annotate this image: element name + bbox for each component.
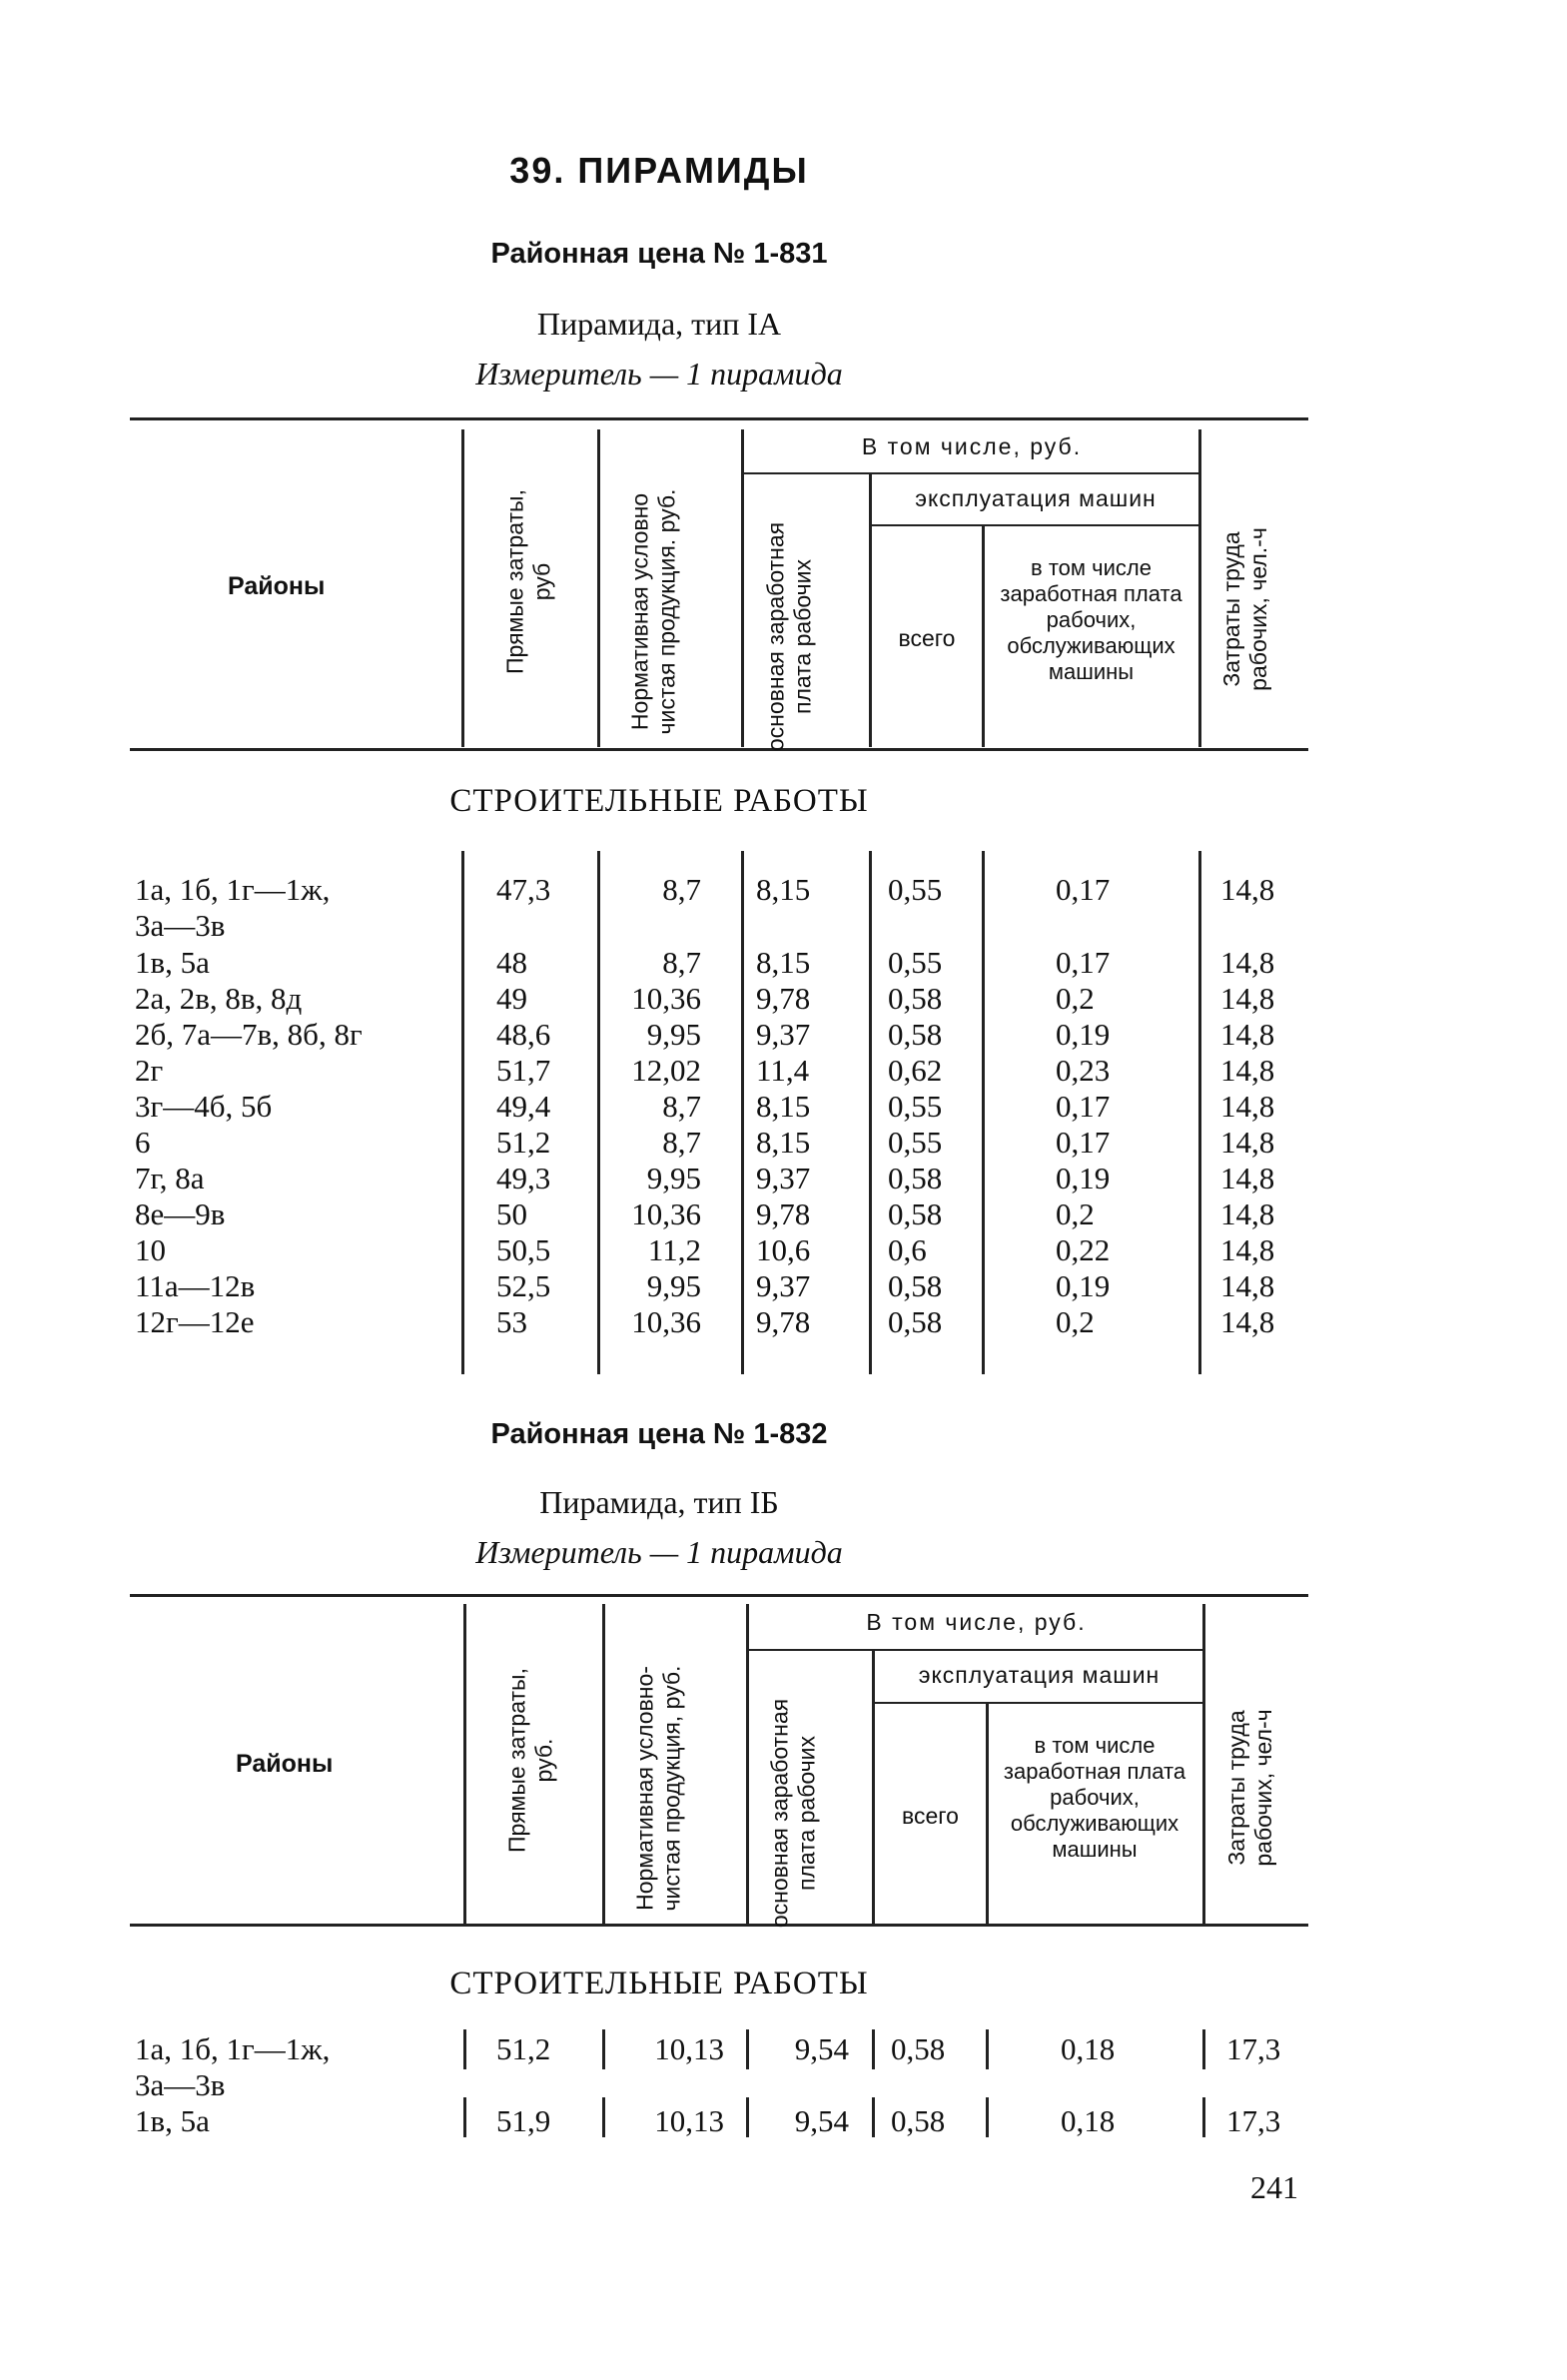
machines-rule bbox=[872, 524, 1199, 526]
cell-direct: 51,9 bbox=[496, 2103, 551, 2138]
table-top-rule bbox=[130, 417, 1308, 420]
header-bottom-rule bbox=[130, 748, 1308, 751]
incl-rule bbox=[744, 472, 1199, 474]
row-region: 3г—4б, 5б bbox=[135, 1089, 273, 1124]
cell-machines-total: 0,58 bbox=[891, 2031, 946, 2066]
price-label-1: Районная цена № 1-831 bbox=[490, 238, 828, 270]
header-machines: эксплуатация машин bbox=[918, 1662, 1161, 1688]
col-divider bbox=[872, 2029, 875, 2069]
cell-direct: 49,3 bbox=[496, 1161, 551, 1195]
cell-normative: 9,95 bbox=[646, 1161, 701, 1195]
cell-machines-wage: 0,19 bbox=[1056, 1268, 1111, 1303]
col-divider bbox=[746, 1604, 749, 1924]
cell-machines-total: 0,58 bbox=[888, 1268, 943, 1303]
cell-labor: 14,8 bbox=[1220, 1304, 1275, 1339]
cell-direct: 49,4 bbox=[496, 1089, 551, 1124]
cell-wage: 8,15 bbox=[756, 1125, 811, 1160]
cell-normative: 11,2 bbox=[647, 1232, 701, 1267]
row-region: 10 bbox=[135, 1232, 166, 1267]
cell-machines-total: 0,55 bbox=[888, 945, 943, 980]
col-divider bbox=[1202, 2029, 1205, 2069]
row-region: 1в, 5а bbox=[135, 2103, 210, 2138]
row-region: 1а, 1б, 1г—1ж, bbox=[135, 872, 331, 907]
col-divider bbox=[597, 429, 600, 747]
cell-machines-total: 0,58 bbox=[891, 2103, 946, 2138]
header-incl: В том числе, руб. bbox=[861, 433, 1083, 459]
cell-normative: 10,13 bbox=[654, 2031, 724, 2066]
cell-direct: 51,7 bbox=[496, 1053, 551, 1088]
section-title: 39. ПИРАМИДЫ bbox=[509, 150, 809, 191]
cell-machines-total: 0,55 bbox=[888, 872, 943, 907]
header-regions: Районы bbox=[228, 572, 326, 600]
cell-normative: 9,95 bbox=[646, 1017, 701, 1052]
cell-direct: 51,2 bbox=[496, 1125, 551, 1160]
cell-machines-total: 0,58 bbox=[888, 1304, 943, 1339]
col-divider bbox=[602, 1604, 605, 1924]
cell-direct: 51,2 bbox=[496, 2031, 551, 2066]
col-divider bbox=[741, 429, 744, 747]
row-region: 2г bbox=[135, 1053, 164, 1088]
header-labor: Затраты труда рабочих, чел-ч bbox=[1223, 1709, 1276, 1867]
cell-labor: 14,8 bbox=[1220, 872, 1275, 907]
header-direct-costs: Прямые затраты, руб bbox=[501, 489, 555, 674]
header-wage: основная заработная плата рабочих bbox=[766, 1698, 820, 1929]
header-normative: Нормативная условно-чистая продукция, руб. bbox=[631, 1665, 685, 1912]
cell-machines-total: 0,58 bbox=[888, 981, 943, 1016]
cell-normative: 8,7 bbox=[662, 945, 701, 980]
col-divider bbox=[461, 851, 464, 1374]
cell-machines-wage: 0,17 bbox=[1056, 872, 1111, 907]
cell-labor: 14,8 bbox=[1220, 1196, 1275, 1231]
cell-direct: 52,5 bbox=[496, 1268, 551, 1303]
row-region-cont: 3а—3в bbox=[135, 2067, 226, 2102]
cell-machines-wage: 0,17 bbox=[1056, 1089, 1111, 1124]
cell-labor: 17,3 bbox=[1226, 2031, 1281, 2066]
col-divider bbox=[869, 474, 872, 747]
row-region: 6 bbox=[135, 1125, 151, 1160]
col-divider bbox=[1198, 429, 1201, 747]
col-divider bbox=[986, 1704, 989, 1924]
cell-wage: 9,78 bbox=[756, 981, 811, 1016]
cell-machines-total: 0,58 bbox=[888, 1196, 943, 1231]
cell-machines-total: 0,55 bbox=[888, 1125, 943, 1160]
cell-labor: 14,8 bbox=[1220, 981, 1275, 1016]
cell-machines-total: 0,58 bbox=[888, 1161, 943, 1195]
col-divider bbox=[872, 1651, 875, 1924]
row-region: 1в, 5а bbox=[135, 945, 210, 980]
price-label-2: Районная цена № 1-832 bbox=[490, 1418, 828, 1450]
cell-wage: 10,6 bbox=[756, 1232, 811, 1267]
header-labor: Затраты труда рабочих, чел.-ч bbox=[1218, 527, 1271, 691]
row-region: 2а, 2в, 8в, 8д bbox=[135, 981, 303, 1016]
col-divider bbox=[463, 2097, 466, 2137]
cell-wage: 9,37 bbox=[756, 1268, 811, 1303]
measure-label-2: Измеритель — 1 пирамида bbox=[475, 1534, 843, 1570]
cell-wage: 9,37 bbox=[756, 1161, 811, 1195]
row-region: 7г, 8а bbox=[135, 1161, 205, 1195]
header-incl-wage: в том числе заработная плата рабочих, обслуживающих машины bbox=[1003, 1733, 1186, 1862]
cell-labor: 14,8 bbox=[1220, 1053, 1275, 1088]
cell-normative: 12,02 bbox=[631, 1053, 701, 1088]
cell-normative: 10,13 bbox=[654, 2103, 724, 2138]
col-divider bbox=[1202, 1604, 1205, 1924]
cell-wage: 11,4 bbox=[756, 1053, 810, 1088]
cell-wage: 9,54 bbox=[794, 2031, 849, 2066]
cell-machines-wage: 0,2 bbox=[1056, 1196, 1095, 1231]
cell-machines-wage: 0,2 bbox=[1056, 1304, 1095, 1339]
header-total: всего bbox=[898, 625, 956, 651]
cell-direct: 49 bbox=[496, 981, 527, 1016]
incl-rule bbox=[749, 1649, 1203, 1651]
cell-wage: 9,78 bbox=[756, 1304, 811, 1339]
cell-machines-total: 0,6 bbox=[888, 1232, 927, 1267]
cell-machines-total: 0,58 bbox=[888, 1017, 943, 1052]
row-region: 12г—12е bbox=[135, 1304, 255, 1339]
cell-machines-wage: 0,18 bbox=[1061, 2031, 1116, 2066]
cell-direct: 47,3 bbox=[496, 872, 551, 907]
cell-wage: 8,15 bbox=[756, 945, 811, 980]
cell-labor: 14,8 bbox=[1220, 945, 1275, 980]
type-label-2: Пирамида, тип IБ bbox=[539, 1484, 779, 1520]
cell-labor: 14,8 bbox=[1220, 1268, 1275, 1303]
cell-normative: 8,7 bbox=[662, 1125, 701, 1160]
cell-machines-wage: 0,18 bbox=[1061, 2103, 1116, 2138]
header-bottom-rule bbox=[130, 1924, 1308, 1927]
row-region: 1а, 1б, 1г—1ж, bbox=[135, 2031, 331, 2066]
cell-machines-wage: 0,2 bbox=[1056, 981, 1095, 1016]
col-divider bbox=[1198, 851, 1201, 1374]
cell-direct: 50,5 bbox=[496, 1232, 551, 1267]
col-divider bbox=[463, 2029, 466, 2069]
col-divider bbox=[461, 429, 464, 747]
section-label-1: СТРОИТЕЛЬНЫЕ РАБОТЫ bbox=[449, 783, 869, 819]
cell-direct: 50 bbox=[496, 1196, 527, 1231]
cell-labor: 17,3 bbox=[1226, 2103, 1281, 2138]
col-divider bbox=[986, 2029, 989, 2069]
col-divider bbox=[872, 2097, 875, 2137]
cell-labor: 14,8 bbox=[1220, 1232, 1275, 1267]
measure-label-1: Измеритель — 1 пирамида bbox=[475, 356, 843, 392]
cell-machines-wage: 0,22 bbox=[1056, 1232, 1111, 1267]
cell-direct: 48,6 bbox=[496, 1017, 551, 1052]
page-number: 241 bbox=[1250, 2169, 1298, 2205]
header-regions: Районы bbox=[236, 1750, 334, 1778]
col-divider bbox=[986, 2097, 989, 2137]
section-label-2: СТРОИТЕЛЬНЫЕ РАБОТЫ bbox=[449, 1966, 869, 2001]
cell-normative: 10,36 bbox=[631, 1304, 701, 1339]
cell-machines-wage: 0,19 bbox=[1056, 1161, 1111, 1195]
cell-wage: 9,37 bbox=[756, 1017, 811, 1052]
cell-labor: 14,8 bbox=[1220, 1089, 1275, 1124]
machines-rule bbox=[875, 1702, 1203, 1704]
cell-machines-total: 0,55 bbox=[888, 1089, 943, 1124]
cell-wage: 8,15 bbox=[756, 872, 811, 907]
col-divider bbox=[741, 851, 744, 1374]
header-total: всего bbox=[902, 1803, 959, 1829]
cell-direct: 53 bbox=[496, 1304, 527, 1339]
col-divider bbox=[869, 851, 872, 1374]
cell-wage: 9,78 bbox=[756, 1196, 811, 1231]
cell-machines-wage: 0,17 bbox=[1056, 945, 1111, 980]
cell-normative: 8,7 bbox=[662, 872, 701, 907]
col-divider bbox=[1202, 2097, 1205, 2137]
cell-wage: 9,54 bbox=[794, 2103, 849, 2138]
row-region: 11а—12в bbox=[135, 1268, 256, 1303]
cell-normative: 10,36 bbox=[631, 1196, 701, 1231]
header-normative: Нормативная условно чистая продукция. руб. bbox=[626, 488, 680, 735]
col-divider bbox=[982, 851, 985, 1374]
cell-normative: 10,36 bbox=[631, 981, 701, 1016]
header-wage: основная заработная плата рабочих bbox=[762, 521, 816, 752]
type-label-1: Пирамида, тип IА bbox=[536, 306, 782, 342]
cell-labor: 14,8 bbox=[1220, 1161, 1275, 1195]
cell-normative: 8,7 bbox=[662, 1089, 701, 1124]
cell-machines-wage: 0,19 bbox=[1056, 1017, 1111, 1052]
cell-machines-total: 0,62 bbox=[888, 1053, 943, 1088]
header-incl-wage: в том числе заработная плата рабочих, обслуживающих машины bbox=[1000, 555, 1182, 684]
header-machines: эксплуатация машин bbox=[915, 485, 1157, 511]
cell-labor: 14,8 bbox=[1220, 1017, 1275, 1052]
header-direct-costs: Прямые затраты, руб. bbox=[503, 1668, 557, 1853]
cell-labor: 14,8 bbox=[1220, 1125, 1275, 1160]
col-divider bbox=[982, 526, 985, 747]
cell-direct: 48 bbox=[496, 945, 527, 980]
header-incl: В том числе, руб. bbox=[866, 1609, 1087, 1635]
row-region: 8е—9в bbox=[135, 1196, 226, 1231]
cell-wage: 8,15 bbox=[756, 1089, 811, 1124]
row-region: 2б, 7а—7в, 8б, 8г bbox=[135, 1017, 363, 1052]
cell-machines-wage: 0,17 bbox=[1056, 1125, 1111, 1160]
cell-normative: 9,95 bbox=[646, 1268, 701, 1303]
table-top-rule bbox=[130, 1594, 1308, 1597]
col-divider bbox=[463, 1604, 466, 1924]
cell-machines-wage: 0,23 bbox=[1056, 1053, 1111, 1088]
row-region-cont: 3а—3в bbox=[135, 908, 226, 943]
